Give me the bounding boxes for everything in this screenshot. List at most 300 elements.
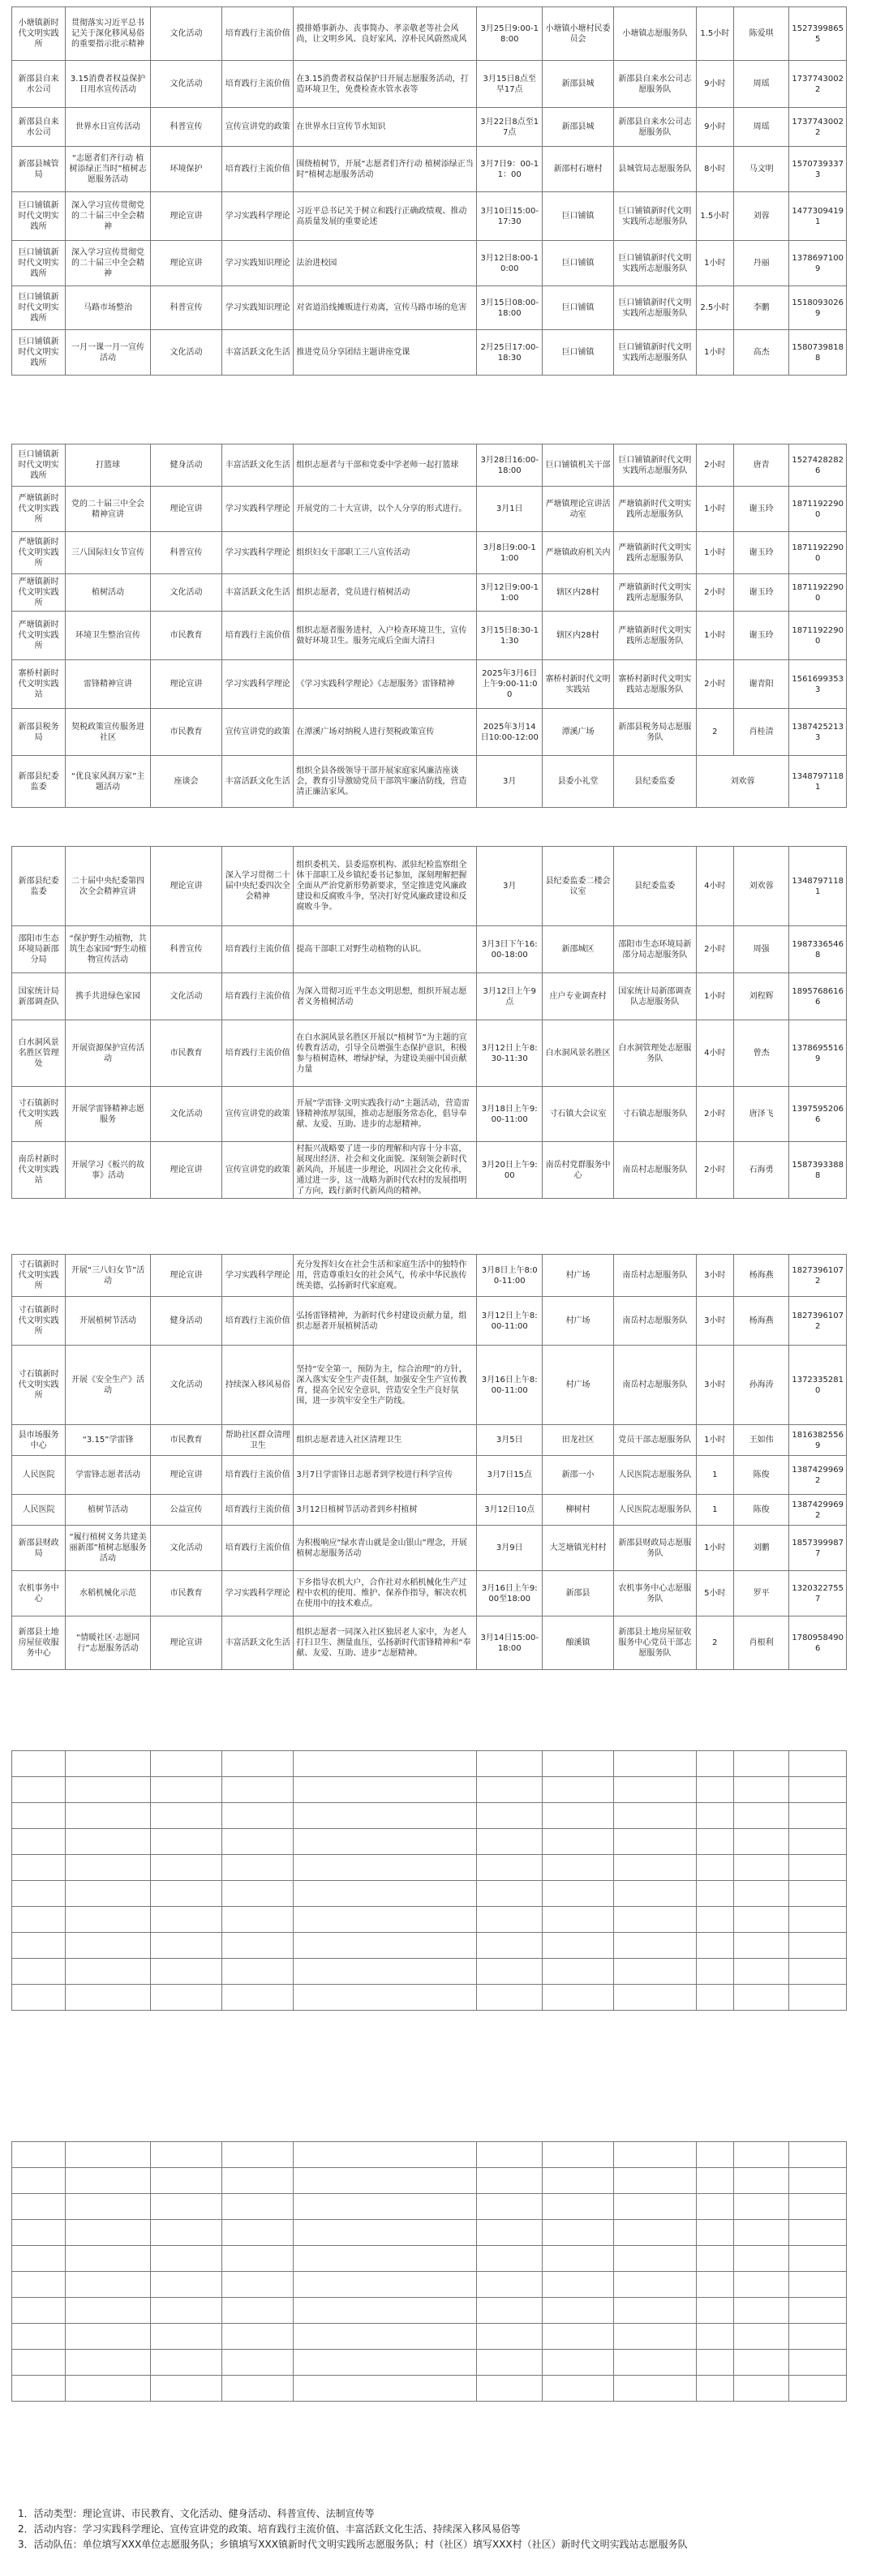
cell-unit: 严塘镇新时代文明实践所	[12, 574, 66, 612]
cell-activity-content: 宣传宣讲党的政策	[222, 1087, 294, 1142]
cell-topic: 3.15消费者权益保护日用水宣传活动	[66, 61, 151, 108]
cell-time: 3月10日15:00-17:30	[477, 192, 543, 241]
cell-location: 新邵城区	[542, 926, 613, 973]
cell-contact: 丹丽	[733, 241, 788, 286]
empty-cell	[294, 2246, 477, 2272]
cell-phone: 15707393373	[789, 147, 847, 192]
cell-phone: 13874299692	[789, 1495, 847, 1526]
cell-topic: 雷锋精神宣讲	[66, 660, 151, 709]
cell-detail: 坚持“安全第一，预防为主，综合治理”的方针，深入落实安全生产责任制，加强安全生产宣传教育，提高全民安全意识，营造安全生产良好氛围，进一步筑牢安全生产防线。	[294, 1346, 477, 1425]
empty-cell	[696, 1803, 733, 1829]
cell-team: 农机事务中心志愿服务队	[614, 1571, 696, 1616]
cell-location: 寨桥村新时代文明实践站	[542, 660, 613, 709]
empty-cell	[222, 2246, 294, 2272]
cell-detail: 在3.15消费者权益保护日开展志愿服务活动，打造环境卫生，免费检查水管水表等	[294, 61, 477, 108]
cell-unit: 严塘镇新时代文明实践所	[12, 487, 66, 532]
cell-activity-type: 理论宣讲	[150, 1255, 221, 1297]
empty-cell	[614, 1777, 696, 1803]
cell-location: 县纪委监委二楼会议室	[542, 847, 613, 926]
cell-activity-type: 健身活动	[150, 444, 221, 487]
cell-contact: 谢玉玲	[733, 574, 788, 612]
cell-detail: 组织委机关、县委巡察机构、派驻纪检监察组全体干部职工及乡镇纪委书记参加，深刻理解把握全面从严治党新形势新要求，坚定推进党风廉政建设和反腐败斗争，坚决打好党风廉政建设和反腐败斗争。	[294, 847, 477, 926]
cell-location: 巨口铺镇	[542, 286, 613, 330]
cell-detail: 推进党员分享团结主题讲座党课	[294, 330, 477, 376]
empty-cell	[66, 2324, 151, 2350]
note-activity-content: 2．活动内容：学习实践科学理论、宣传宣讲党的政策、培育践行主流价值、丰富活跃文化生活、持续深入移风易俗等	[18, 2523, 521, 2535]
cell-activity-type: 市民教育	[150, 612, 221, 660]
empty-cell	[542, 2272, 613, 2298]
empty-cell	[542, 2246, 613, 2272]
empty-cell	[733, 2246, 788, 2272]
cell-contact: 刘蓉	[733, 192, 788, 241]
cell-time: 3月20日上午9:00	[477, 1142, 543, 1199]
cell-activity-content: 培育践行主流价值	[222, 1297, 294, 1346]
cell-topic: 二十届中央纪委第四次全会精神宣讲	[66, 847, 151, 926]
empty-cell	[222, 2220, 294, 2246]
empty-cell	[66, 2168, 151, 2194]
cell-topic: 贯彻落实习近平总书记关于深化移风易俗的重要指示批示精神	[66, 7, 151, 61]
cell-activity-content: 宣传宣讲党的政策	[222, 108, 294, 147]
table-row	[12, 241, 847, 286]
cell-phone: 13975952066	[789, 1087, 847, 1142]
cell-contact: 马文明	[733, 147, 788, 192]
empty-cell	[477, 1829, 543, 1855]
empty-cell	[789, 2324, 847, 2350]
cell-contact: 曾杰	[733, 1020, 788, 1087]
empty-cell	[12, 1829, 66, 1855]
table-row	[12, 1297, 847, 1346]
empty-cell	[150, 2272, 221, 2298]
cell-location: 村广场	[542, 1346, 613, 1425]
cell-team: 小塘镇志愿服务队	[614, 7, 696, 61]
empty-cell	[789, 2350, 847, 2376]
cell-duration: 1.5小时	[696, 7, 733, 61]
empty-table-block-1	[11, 1750, 847, 2011]
cell-team: 县城管局志愿服务队	[614, 147, 696, 192]
empty-cell	[477, 1959, 543, 1985]
cell-time: 3月	[477, 847, 543, 926]
table-row	[12, 147, 847, 192]
cell-location: 小塘镇小塘村民委员会	[542, 7, 613, 61]
cell-detail: 在世界水日宣传节水知识	[294, 108, 477, 147]
cell-unit: 巨口铺镇新时代文明实践所	[12, 330, 66, 376]
cell-topic: “志愿者们齐行动 植树添绿正当时”植树志愿服务活动	[66, 147, 151, 192]
empty-cell	[150, 1777, 221, 1803]
cell-duration: 9小时	[696, 61, 733, 108]
empty-cell	[789, 2298, 847, 2324]
empty-cell	[733, 1959, 788, 1985]
cell-phone: 17809584906	[789, 1616, 847, 1670]
empty-cell	[696, 1777, 733, 1803]
empty-cell	[542, 2350, 613, 2376]
cell-team: 人民医院志愿服务队	[614, 1495, 696, 1526]
empty-cell	[222, 2324, 294, 2350]
empty-cell	[150, 1881, 221, 1907]
empty-cell	[542, 2298, 613, 2324]
cell-contact: 陈俊	[733, 1456, 788, 1495]
cell-contact: 肖根利	[733, 1616, 788, 1670]
table-row	[12, 660, 847, 709]
empty-cell	[477, 2324, 543, 2350]
cell-team: 巨口铺镇新时代文明实践所志愿服务队	[614, 444, 696, 487]
cell-duration: 5小时	[696, 1571, 733, 1616]
empty-row	[12, 1751, 847, 1777]
empty-cell	[542, 2142, 613, 2168]
empty-cell	[733, 2142, 788, 2168]
empty-cell	[696, 2220, 733, 2246]
cell-activity-content: 培育践行主流价值	[222, 1020, 294, 1087]
cell-team: 国家统计局新邵调查队志愿服务队	[614, 973, 696, 1020]
empty-cell	[150, 2168, 221, 2194]
empty-cell	[614, 1751, 696, 1777]
cell-phone: 17377430022	[789, 61, 847, 108]
note-activity-team: 3．活动队伍：单位填写XXX单位志愿服务队；乡镇填写XXX镇新时代文明实践所志愿服务队；村（社区）填写XXX村（社区）新时代文明实践站志愿服务队	[18, 2539, 688, 2550]
cell-topic: 深入学习宣传贯彻党的二十届三中全会精神	[66, 192, 151, 241]
table-row	[12, 1456, 847, 1495]
empty-cell	[477, 2376, 543, 2402]
empty-cell	[477, 2168, 543, 2194]
cell-topic: 植树节活动	[66, 1495, 151, 1526]
cell-location: 严塘镇理论宣讲活动室	[542, 487, 613, 532]
empty-cell	[789, 1829, 847, 1855]
empty-cell	[733, 1881, 788, 1907]
empty-row	[12, 1959, 847, 1985]
empty-cell	[542, 1881, 613, 1907]
cell-contact: 谢玉玲	[733, 612, 788, 660]
cell-activity-content: 学习实践知识理论	[222, 241, 294, 286]
empty-cell	[789, 2376, 847, 2402]
cell-activity-content: 培育践行主流价值	[222, 1495, 294, 1526]
empty-cell	[696, 2194, 733, 2220]
cell-topic: 开展《安全生产》活动	[66, 1346, 151, 1425]
cell-activity-type: 文化活动	[150, 1087, 221, 1142]
empty-cell	[696, 2142, 733, 2168]
cell-phone: 13723352810	[789, 1346, 847, 1425]
empty-cell	[789, 2168, 847, 2194]
empty-cell	[222, 2194, 294, 2220]
cell-duration: 2小时	[696, 1142, 733, 1199]
empty-cell	[733, 1803, 788, 1829]
cell-contact: 罗平	[733, 1571, 788, 1616]
cell-duration: 1小时	[696, 330, 733, 376]
empty-cell	[12, 2376, 66, 2402]
empty-cell	[477, 2272, 543, 2298]
empty-cell	[614, 2298, 696, 2324]
empty-cell	[12, 2246, 66, 2272]
cell-activity-type: 理论宣讲	[150, 847, 221, 926]
empty-cell	[477, 2246, 543, 2272]
empty-cell	[222, 1777, 294, 1803]
empty-cell	[12, 1881, 66, 1907]
empty-cell	[733, 2298, 788, 2324]
cell-activity-content: 学习实践科学理论	[222, 192, 294, 241]
empty-cell	[696, 2376, 733, 2402]
cell-activity-type: 文化活动	[150, 61, 221, 108]
cell-unit: 邵阳市生态环境局新邵分局	[12, 926, 66, 973]
empty-cell	[696, 1855, 733, 1881]
empty-cell	[733, 2376, 788, 2402]
empty-cell	[733, 1829, 788, 1855]
cell-location: 新邵县	[542, 1571, 613, 1616]
cell-unit: 巨口铺镇新时代文明实践所	[12, 286, 66, 330]
cell-contact: 谢青阳	[733, 660, 788, 709]
cell-location: 村广场	[542, 1255, 613, 1297]
note-activity-type: 1．活动类型：理论宣讲、市民教育、文化活动、健身活动、科普宣传、法制宣传等	[18, 2508, 375, 2519]
empty-cell	[294, 2194, 477, 2220]
empty-cell	[477, 2298, 543, 2324]
empty-cell	[294, 1751, 477, 1777]
table-row	[12, 1142, 847, 1199]
empty-cell	[789, 1855, 847, 1881]
empty-cell	[477, 2142, 543, 2168]
cell-detail: 开展党的二十大宣讲，以个人分享的形式进行。	[294, 487, 477, 532]
empty-cell	[733, 2168, 788, 2194]
empty-cell	[477, 1907, 543, 1933]
empty-cell	[150, 1829, 221, 1855]
cell-duration: 9小时	[696, 108, 733, 147]
cell-time: 3月8日上午8:00-11:00	[477, 1255, 543, 1297]
cell-time: 2025年3月14日10:00-12:00	[477, 709, 543, 756]
cell-phone: 13786955169	[789, 1020, 847, 1087]
empty-row	[12, 2324, 847, 2350]
cell-activity-type: 市民教育	[150, 1020, 221, 1087]
cell-detail: 组织志愿者进入社区清理卫生	[294, 1425, 477, 1456]
empty-cell	[150, 2220, 221, 2246]
cell-unit: 新邵县纪委监委	[12, 756, 66, 808]
cell-duration: 4小时	[696, 847, 733, 926]
cell-detail: 弘扬雷锋精神，为新时代乡村建设贡献力量，组织志愿者开展植树活动	[294, 1297, 477, 1346]
cell-topic: 开展学雷锋精神志愿服务	[66, 1087, 151, 1142]
activity-table-block-4	[11, 1254, 847, 1670]
cell-detail: 组织志愿者与干部和党委中学老师一起打篮球	[294, 444, 477, 487]
table-row	[12, 532, 847, 574]
cell-activity-content: 培育践行主流价值	[222, 147, 294, 192]
cell-duration: 1小时	[696, 487, 733, 532]
cell-unit: 巨口铺镇新时代文明实践所	[12, 241, 66, 286]
cell-detail: 《学习实践科学理论》《志愿服务》雷锋精神	[294, 660, 477, 709]
cell-topic: 携手共进绿色家园	[66, 973, 151, 1020]
empty-cell	[12, 2142, 66, 2168]
cell-unit: 寸石镇新时代文明实践所	[12, 1087, 66, 1142]
table-row	[12, 7, 847, 61]
table-row	[12, 1526, 847, 1571]
cell-detail: 组织志愿者一同深入社区独居老人家中，为老人打扫卫生、测量血压，弘扬新时代雷锋精神和“奉献、友爱、互助、进步”志愿精神。	[294, 1616, 477, 1670]
cell-topic: 开展学习《板兴的故事》活动	[66, 1142, 151, 1199]
cell-team: 寸石镇志愿服务队	[614, 1087, 696, 1142]
empty-cell	[614, 2168, 696, 2194]
cell-time: 3月3日下午16:00-18:00	[477, 926, 543, 973]
empty-cell	[66, 2376, 151, 2402]
cell-team: 南岳村志愿服务队	[614, 1297, 696, 1346]
empty-cell	[66, 1803, 151, 1829]
empty-cell	[733, 2324, 788, 2350]
empty-cell	[12, 2194, 66, 2220]
cell-detail: 组织全县各级领导干部开展家庭家风廉洁座谈会，教育引导激励党员干部筑牢廉洁防线，营造清正廉洁家风。	[294, 756, 477, 808]
empty-cell	[66, 2220, 151, 2246]
empty-cell	[614, 2272, 696, 2298]
cell-contact: 周瑶	[733, 61, 788, 108]
cell-duration: 2	[696, 1616, 733, 1670]
empty-cell	[614, 1881, 696, 1907]
table-row	[12, 61, 847, 108]
cell-time: 2025年3月6日上午9:00-11:00	[477, 660, 543, 709]
cell-activity-type: 文化活动	[150, 330, 221, 376]
empty-cell	[696, 1751, 733, 1777]
cell-contact: 唐泽飞	[733, 1087, 788, 1142]
cell-location: 寸石镇大会议室	[542, 1087, 613, 1142]
cell-activity-type: 理论宣讲	[150, 1142, 221, 1199]
empty-cell	[294, 1829, 477, 1855]
cell-time: 3月7日9：00-11：00	[477, 147, 543, 192]
cell-detail: 为积极响应“绿水青山就是金山银山”理念，开展植树志愿服务活动	[294, 1526, 477, 1571]
empty-cell	[222, 1881, 294, 1907]
cell-topic: “保护野生动植物，共筑生态家园”野生动植物宣传活动	[66, 926, 151, 973]
cell-detail: 3月7日学雷锋日志愿者到学校进行科学宣传	[294, 1456, 477, 1495]
empty-cell	[733, 2220, 788, 2246]
cell-team: 邵阳市生态环境局新邵分局志愿服务队	[614, 926, 696, 973]
cell-time: 3月16日上午8:00-11:00	[477, 1346, 543, 1425]
empty-cell	[614, 1829, 696, 1855]
cell-phone: 13874299692	[789, 1456, 847, 1495]
cell-team: 严塘镇新时代文明实践所志愿服务队	[614, 612, 696, 660]
cell-time: 3月12日9:00-11:00	[477, 574, 543, 612]
empty-cell	[66, 1881, 151, 1907]
cell-duration: 3小时	[696, 1346, 733, 1425]
empty-row	[12, 2142, 847, 2168]
cell-topic: 世界水日宣传活动	[66, 108, 151, 147]
cell-unit: 新邵县土地房屋征收服务中心	[12, 1616, 66, 1670]
cell-time: 3月1日	[477, 487, 543, 532]
cell-activity-type: 公益宣传	[150, 1495, 221, 1526]
empty-cell	[477, 2220, 543, 2246]
cell-unit: 南岳村新时代文明实践站	[12, 1142, 66, 1199]
empty-row	[12, 2194, 847, 2220]
cell-phone: 19873365468	[789, 926, 847, 973]
empty-cell	[150, 2246, 221, 2272]
empty-cell	[150, 2376, 221, 2402]
empty-cell	[294, 1803, 477, 1829]
empty-cell	[12, 1751, 66, 1777]
cell-time: 3月25日9:00-18:00	[477, 7, 543, 61]
cell-activity-type: 文化活动	[150, 973, 221, 1020]
cell-contact: 谢玉玲	[733, 532, 788, 574]
empty-cell	[66, 1777, 151, 1803]
cell-phone: 18711922900	[789, 612, 847, 660]
empty-cell	[12, 1959, 66, 1985]
cell-topic: 水稻机械化示范	[66, 1571, 151, 1616]
empty-cell	[66, 2246, 151, 2272]
table-row	[12, 756, 847, 808]
empty-row	[12, 2350, 847, 2376]
empty-cell	[789, 1959, 847, 1985]
empty-cell	[222, 1985, 294, 2011]
cell-team: 新邵县自来水公司志愿服务队	[614, 61, 696, 108]
cell-location: 严塘镇政府机关内	[542, 532, 613, 574]
empty-cell	[789, 1803, 847, 1829]
empty-cell	[614, 2142, 696, 2168]
cell-time: 3月15日08:00-18:00	[477, 286, 543, 330]
cell-team: 县纪委监委	[614, 847, 696, 926]
empty-cell	[542, 2324, 613, 2350]
cell-phone: 18273961072	[789, 1255, 847, 1297]
table-row	[12, 612, 847, 660]
table-row	[12, 1616, 847, 1670]
empty-cell	[12, 2324, 66, 2350]
cell-time: 3月9日	[477, 1526, 543, 1571]
cell-activity-content: 宣传宣讲党的政策	[222, 1142, 294, 1199]
empty-cell	[696, 1985, 733, 2011]
empty-cell	[789, 2272, 847, 2298]
cell-contact: 陈俊	[733, 1495, 788, 1526]
cell-team: 新邵县税务局志愿服务队	[614, 709, 696, 756]
cell-duration: 8小时	[696, 147, 733, 192]
cell-unit: 寨桥村新时代文明实践站	[12, 660, 66, 709]
cell-detail: 3月12日植树节活动者到乡村植树	[294, 1495, 477, 1526]
cell-activity-content: 培育践行主流价值	[222, 1526, 294, 1571]
empty-cell	[222, 2350, 294, 2376]
empty-cell	[733, 1855, 788, 1881]
empty-cell	[789, 1881, 847, 1907]
cell-activity-type: 市民教育	[150, 709, 221, 756]
empty-cell	[66, 2298, 151, 2324]
empty-cell	[222, 1803, 294, 1829]
cell-time: 3月	[477, 756, 543, 808]
table-row	[12, 1425, 847, 1456]
cell-unit: 新邵县自来水公司	[12, 108, 66, 147]
cell-duration: 2小时	[696, 660, 733, 709]
empty-cell	[66, 2272, 151, 2298]
cell-location: 庄户专业调查村	[542, 973, 613, 1020]
cell-location: 辖区内28村	[542, 612, 613, 660]
empty-cell	[614, 2324, 696, 2350]
empty-cell	[150, 2298, 221, 2324]
cell-activity-content: 学习实践知识理论	[222, 286, 294, 330]
empty-row	[12, 1803, 847, 1829]
cell-time: 3月12日10点	[477, 1495, 543, 1526]
empty-cell	[733, 2272, 788, 2298]
empty-cell	[789, 2142, 847, 2168]
cell-duration: 1小时	[696, 973, 733, 1020]
cell-activity-type: 市民教育	[150, 1571, 221, 1616]
cell-contact: 唐青	[733, 444, 788, 487]
table-row	[12, 108, 847, 147]
empty-cell	[150, 1907, 221, 1933]
cell-team: 严塘镇新时代文明实践所志愿服务队	[614, 487, 696, 532]
cell-team: 白水洞管理处志愿服务队	[614, 1020, 696, 1087]
cell-topic: 打篮球	[66, 444, 151, 487]
cell-unit: 寸石镇新时代文明实践所	[12, 1346, 66, 1425]
cell-team: 巨口铺镇新时代文明实践所志愿服务队	[614, 192, 696, 241]
cell-location: 新邵县城	[542, 61, 613, 108]
cell-location: 巨口铺镇	[542, 330, 613, 376]
cell-activity-type: 市民教育	[150, 1425, 221, 1456]
cell-team: 人民医院志愿服务队	[614, 1456, 696, 1495]
cell-team: 党员干部志愿服务队	[614, 1425, 696, 1456]
cell-activity-type: 理论宣讲	[150, 660, 221, 709]
cell-activity-type: 科普宣传	[150, 532, 221, 574]
empty-row	[12, 2298, 847, 2324]
empty-cell	[733, 1751, 788, 1777]
cell-activity-content: 学习实践科学理论	[222, 660, 294, 709]
cell-activity-content: 学习实践科学理论	[222, 1571, 294, 1616]
cell-location: 县委小礼堂	[542, 756, 613, 808]
activity-table-block-1	[11, 6, 847, 376]
cell-unit: 新邵县纪委监委	[12, 847, 66, 926]
cell-contact: 刘程辉	[733, 973, 788, 1020]
empty-cell	[222, 1751, 294, 1777]
activity-table-block-3	[11, 846, 847, 1199]
cell-activity-type: 理论宣讲	[150, 192, 221, 241]
